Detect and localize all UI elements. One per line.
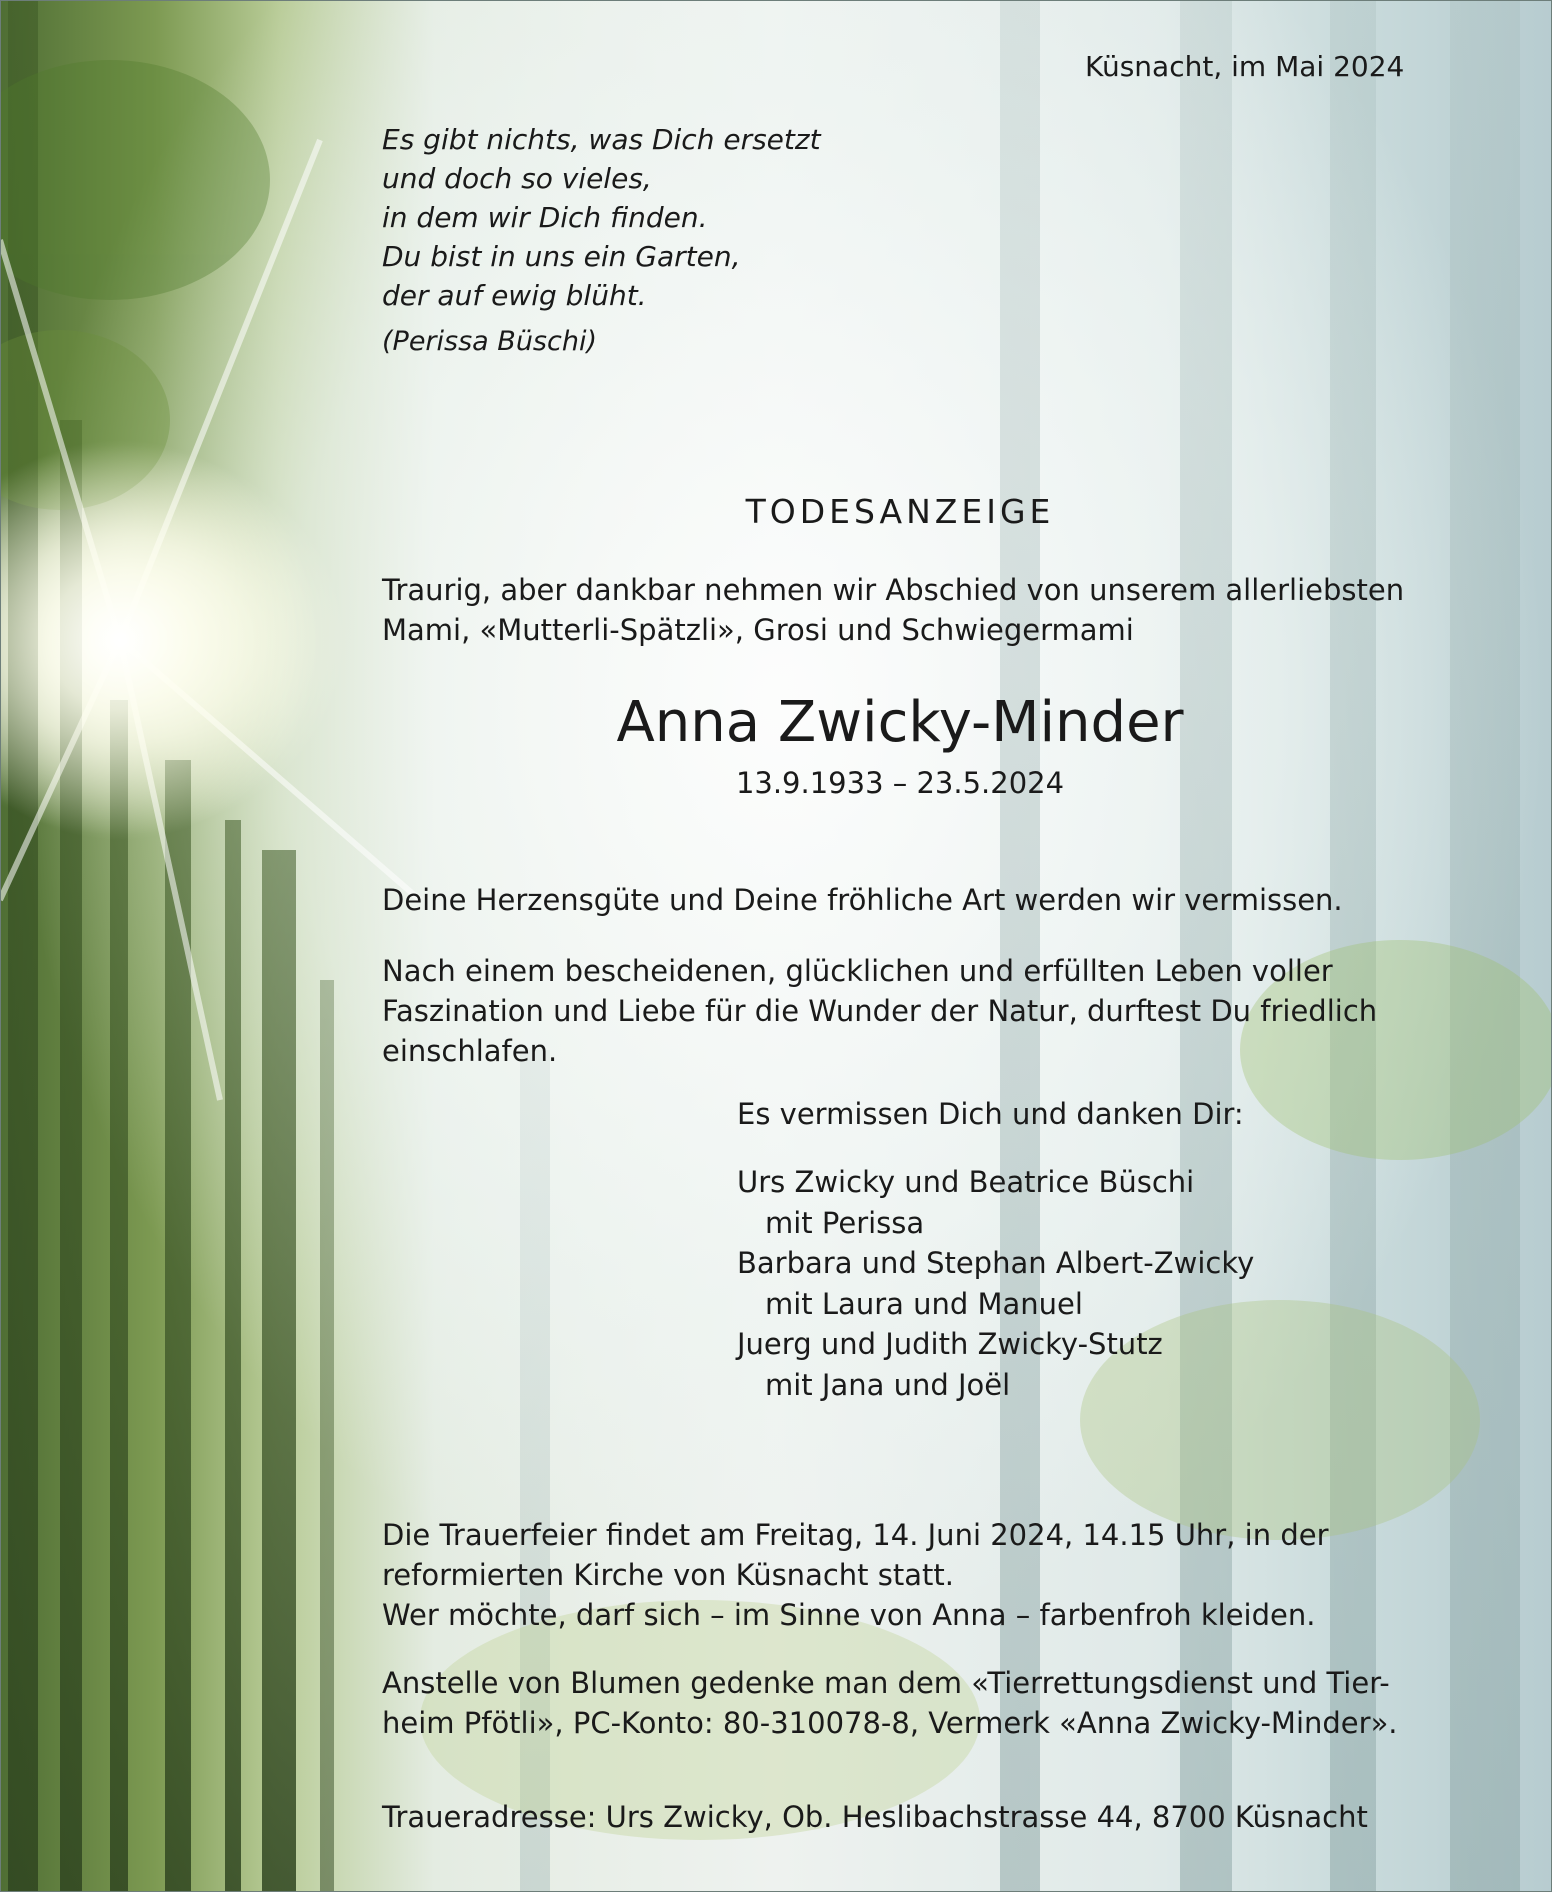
- mourner-line: mit Jana und Joël: [765, 1367, 1011, 1402]
- ceremony-line: reformierten Kirche von Küsnacht statt.: [382, 1558, 954, 1592]
- ceremony-line: Wer möchte, darf sich – im Sinne von Anna – farbenfroh kleiden.: [382, 1598, 1316, 1632]
- poem-line: und doch so vieles,: [382, 162, 652, 195]
- donation-info: [382, 1663, 1442, 1743]
- poem-line: Du bist in uns ein Garten,: [382, 240, 741, 273]
- poem-line: der auf ewig blüht.: [382, 279, 647, 312]
- intro-text: Traurig, aber dankbar nehmen wir Abschied von unserem allerliebsten Mami, «Mutterli-Spätzli», Grosi und Schwiegermami: [382, 573, 1405, 647]
- mourner-line: Urs Zwicky und Beatrice Büschi: [737, 1165, 1195, 1199]
- life-dates: 13.9.1933 – 23.5.2024: [735, 766, 1065, 800]
- paragraph-kindness: Deine Herzensgüte und Deine fröhliche Art werden wir vermissen.: [382, 883, 1343, 917]
- poem-line: in dem wir Dich finden.: [382, 201, 708, 234]
- mourner-line: Barbara und Stephan Albert-Zwicky: [737, 1246, 1255, 1280]
- donation-line: heim Pfötli», PC-Konto: 80-310078-8, Vermerk «Anna Zwicky-Minder».: [382, 1706, 1398, 1740]
- mourners-intro: Es vermissen Dich und danken Dir:: [737, 1097, 1244, 1131]
- poem-author: (Perissa Büschi): [382, 326, 597, 357]
- mourner-line: mit Laura und Manuel: [765, 1286, 1083, 1321]
- mourners-list: [737, 1162, 1254, 1405]
- heading: TODESANZEIGE: [745, 492, 1055, 531]
- place-date: Küsnacht, im Mai 2024: [1085, 50, 1405, 83]
- donation-line: Anstelle von Blumen gedenke man dem «Tierrettungsdienst und Tier-: [382, 1666, 1390, 1700]
- mourner-line: mit Perissa: [765, 1205, 925, 1240]
- poem: [382, 120, 821, 315]
- mourning-address: Traueradresse: Urs Zwicky, Ob. Heslibachstrasse 44, 8700 Küsnacht: [382, 1800, 1368, 1834]
- ceremony-line: Die Trauerfeier findet am Freitag, 14. Juni 2024, 14.15 Uhr, in der: [382, 1518, 1329, 1552]
- ceremony-info: [382, 1515, 1442, 1635]
- deceased-name: Anna Zwicky-Minder: [616, 690, 1184, 755]
- paragraph-life: Nach einem bescheidenen, glücklichen und erfüllten Leben voller Faszination und Liebe für die Wunder der Natur, durftest Du friedlich einschlafen.: [382, 954, 1378, 1068]
- mourner-line: Juerg und Judith Zwicky-Stutz: [737, 1327, 1163, 1361]
- poem-line: Es gibt nichts, was Dich ersetzt: [382, 123, 821, 156]
